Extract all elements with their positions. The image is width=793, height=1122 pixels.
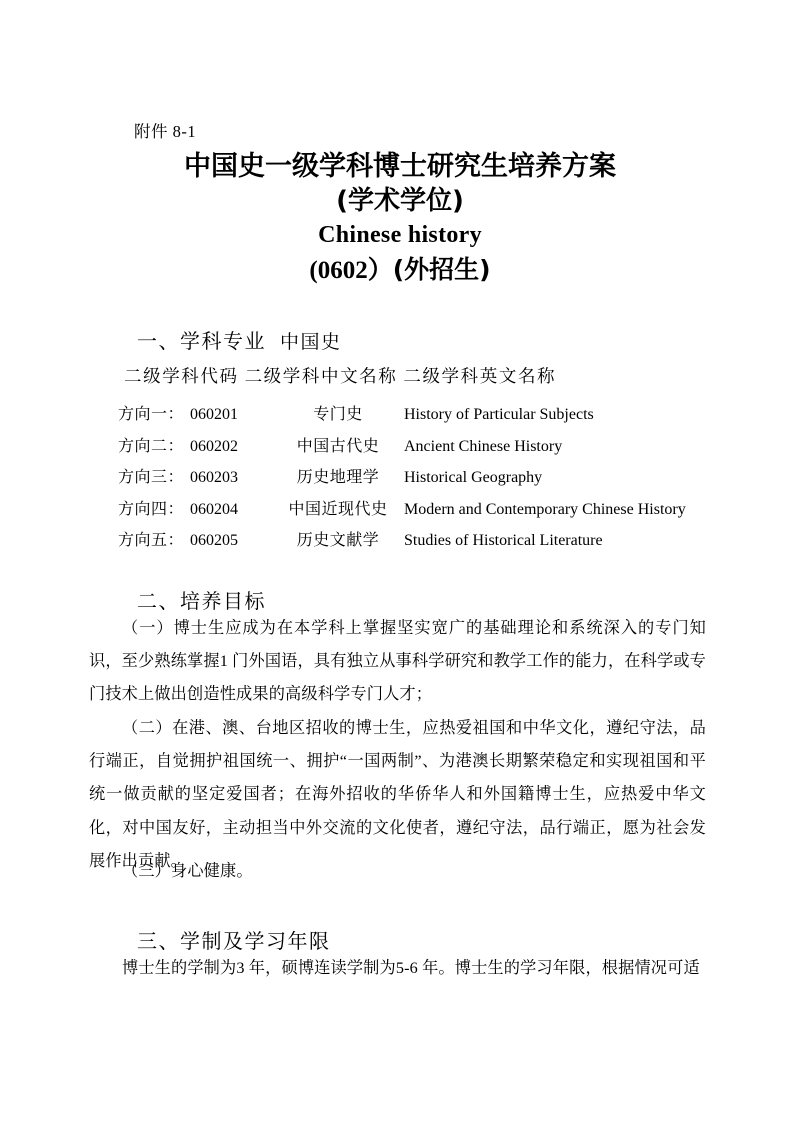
direction-label: 方向三： <box>118 469 185 486</box>
page-title: 中国史一级学科博士研究生培养方案 <box>184 151 616 182</box>
direction-code: 060203 <box>190 469 238 486</box>
section-three-paragraph-one: 博士生的学制为3 年，硕博连读学制为5-6 年。博士生的学习年限，根据情况可适 <box>122 959 700 977</box>
direction-name-cn: 中国古代史 <box>296 437 380 455</box>
table-row <box>118 399 718 431</box>
section-one-value: 中国史 <box>280 332 342 353</box>
direction-code: 060201 <box>190 406 238 423</box>
direction-label: 方向一： <box>118 406 185 423</box>
section-two-paragraph-one: （一）博士生应成为在本学科上掌握坚实宽广的基础理论和系统深入的专门知识，至少熟练掌握1 门外国语，具有独立从事科学研究和教学工作的能力，在科学或专门技术上做出创造性成果的高级科学专门人才； <box>89 619 706 704</box>
section-heading-one <box>137 325 342 354</box>
direction-name-cn: 中国近现代史 <box>288 500 388 518</box>
table-row <box>118 525 718 557</box>
page-title-english: Chinese history <box>318 222 482 248</box>
direction-label: 方向二： <box>118 437 185 455</box>
admission-type-label: (外招生) <box>392 255 491 284</box>
direction-label: 方向四： <box>118 500 185 518</box>
direction-name-cn: 历史地理学 <box>296 469 380 486</box>
document-title-block <box>90 150 710 289</box>
section-two-paragraph-three: （三）身心健康。 <box>122 862 253 880</box>
direction-name-en: Historical Geography <box>404 469 543 486</box>
direction-name-en: History of Particular Subjects <box>404 406 594 423</box>
discipline-code: (0602） <box>309 257 393 284</box>
page-subtitle-degree-type: (学术学位) <box>336 186 464 216</box>
direction-label: 方向五： <box>118 532 185 549</box>
section-heading-two: 二、培养目标 <box>137 591 266 613</box>
discipline-list <box>118 399 718 557</box>
direction-code: 060204 <box>190 500 238 518</box>
discipline-table-column-header: 二级学科代码 二级学科中文名称 二级学科英文名称 <box>124 366 557 386</box>
direction-name-cn: 历史文献学 <box>296 532 380 549</box>
table-row <box>118 462 718 494</box>
direction-code: 060202 <box>190 437 238 455</box>
section-two-paragraph-two: （二）在港、澳、台地区招收的博士生，应热爱祖国和中华文化，遵纪守法，品行端正，自觉拥护祖国统一、拥护“一国两制”、为港澳长期繁荣稳定和实现祖国和平统一做贡献的坚定爱国者；在海外招收的华侨华人和外国籍博士生，应热爱中华文化，对中国友好，主动担当中外交流的文化使者，遵纪守法，品行端正，愿为社会发展作出贡献。 <box>89 719 706 870</box>
direction-name-cn: 专门史 <box>313 406 363 423</box>
table-row <box>118 431 718 463</box>
direction-name-en: Modern and Contemporary Chinese History <box>404 500 686 518</box>
attachment-label: 附件 8-1 <box>134 122 197 141</box>
table-row <box>118 494 718 526</box>
section-one-label: 一、学科专业 <box>137 331 266 353</box>
direction-name-en: Studies of Historical Literature <box>404 532 603 549</box>
direction-code: 060205 <box>190 532 238 549</box>
direction-name-en: Ancient Chinese History <box>404 437 563 455</box>
section-heading-three: 三、学制及学习年限 <box>137 931 331 953</box>
page-title-code-line <box>90 252 710 289</box>
